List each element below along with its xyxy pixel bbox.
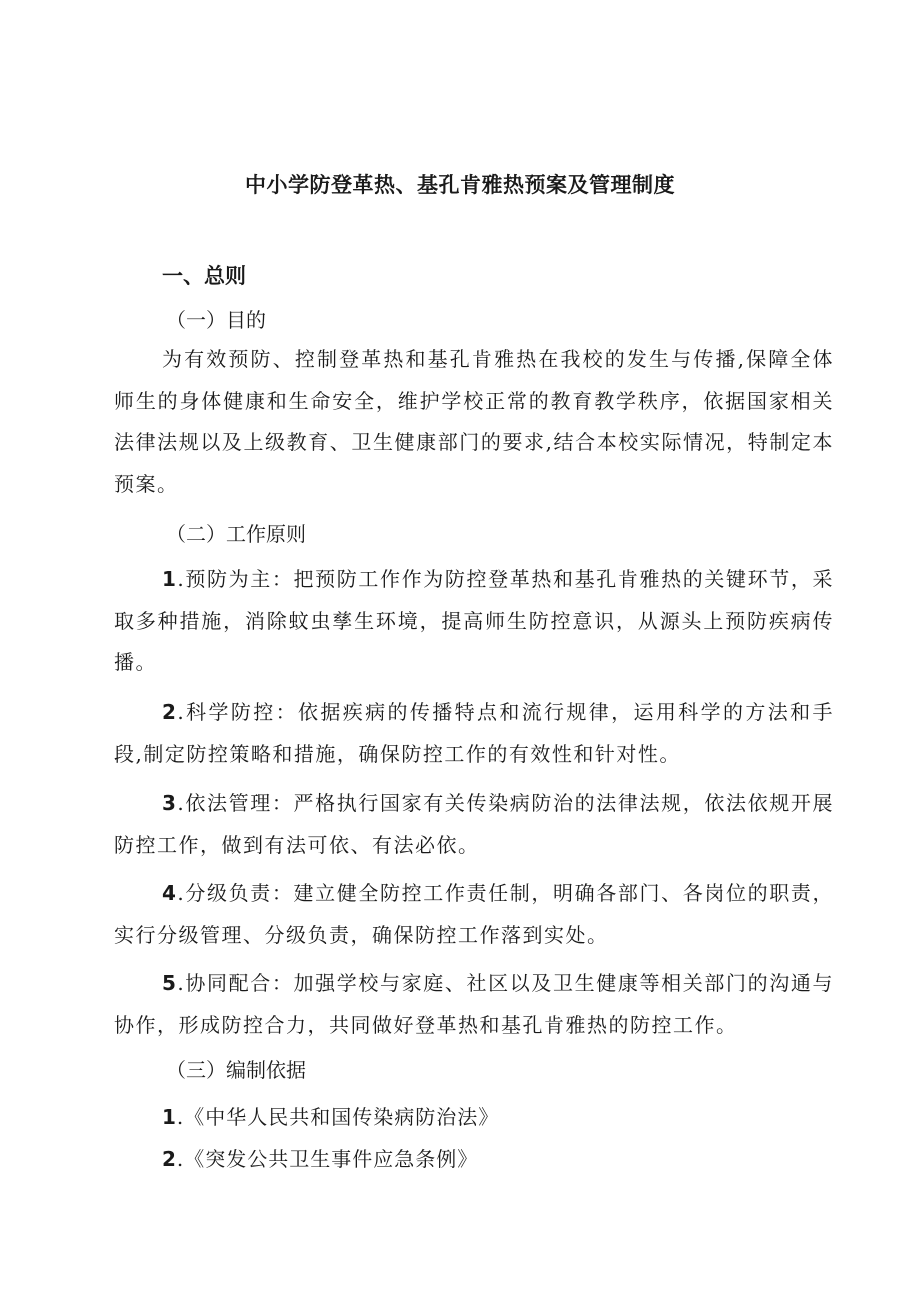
principle-number: 2 bbox=[162, 700, 178, 724]
subsection-heading-basis: （三）编制依据 bbox=[166, 1058, 306, 1082]
principle-text: .科学防控：依据疾病的传播特点和流行规律，运用科学的方法和手段,制定防控策略和措施，确保防控工作的有效性和针对性。 bbox=[114, 700, 834, 766]
principle-paragraph-5 bbox=[114, 963, 834, 1046]
principle-text: .协同配合：加强学校与家庭、社区以及卫生健康等相关部门的沟通与协作，形成防控合力，共同做好登革热和基孔肯雅热的防控工作。 bbox=[114, 971, 834, 1037]
basis-number: 2 bbox=[162, 1147, 177, 1171]
section-heading-general: 一、总则 bbox=[162, 264, 246, 288]
principle-paragraph-4 bbox=[114, 873, 834, 956]
principle-text: .依法管理：严格执行国家有关传染病防治的法律法规，依法依规开展防控工作，做到有法可依、有法必依。 bbox=[114, 791, 834, 857]
principle-text: .分级负责：建立健全防控工作责任制，明确各部门、各岗位的职责，实行分级管理、分级负责，确保防控工作落到实处。 bbox=[114, 881, 834, 947]
principle-paragraph-2 bbox=[114, 692, 834, 775]
principle-number: 5 bbox=[162, 971, 178, 995]
document-title: 中小学防登革热、基孔肯雅热预案及管理制度 bbox=[245, 173, 675, 197]
principle-paragraph-1 bbox=[114, 559, 834, 684]
basis-text: .《突发公共卫生事件应急条例》 bbox=[176, 1147, 479, 1171]
basis-item-2 bbox=[162, 1139, 478, 1179]
principle-number: 3 bbox=[162, 791, 178, 815]
principle-paragraph-3 bbox=[114, 783, 834, 866]
basis-text: .《中华人民共和国传染病防治法》 bbox=[176, 1105, 500, 1129]
subsection-heading-principles: （二）工作原则 bbox=[166, 522, 306, 546]
principle-number: 1 bbox=[162, 567, 178, 591]
purpose-paragraph: 为有效预防、控制登革热和基孔肯雅热在我校的发生与传播,保障全体师生的身体健康和生命安全，维护学校正常的教育教学秩序，依据国家相关法律法规以及上级教育、卫生健康部门的要求,结合本校实际情况，特制定本预案。 bbox=[114, 347, 834, 496]
basis-number: 1 bbox=[162, 1105, 177, 1129]
principle-number: 4 bbox=[162, 881, 178, 905]
basis-item-1 bbox=[162, 1097, 499, 1137]
principle-text: .预防为主：把预防工作作为防控登革热和基孔肯雅热的关键环节，采取多种措施，消除蚊虫孳生环境，提高师生防控意识，从源头上预防疾病传播。 bbox=[114, 567, 834, 674]
subsection-heading-purpose: （一）目的 bbox=[166, 308, 266, 332]
